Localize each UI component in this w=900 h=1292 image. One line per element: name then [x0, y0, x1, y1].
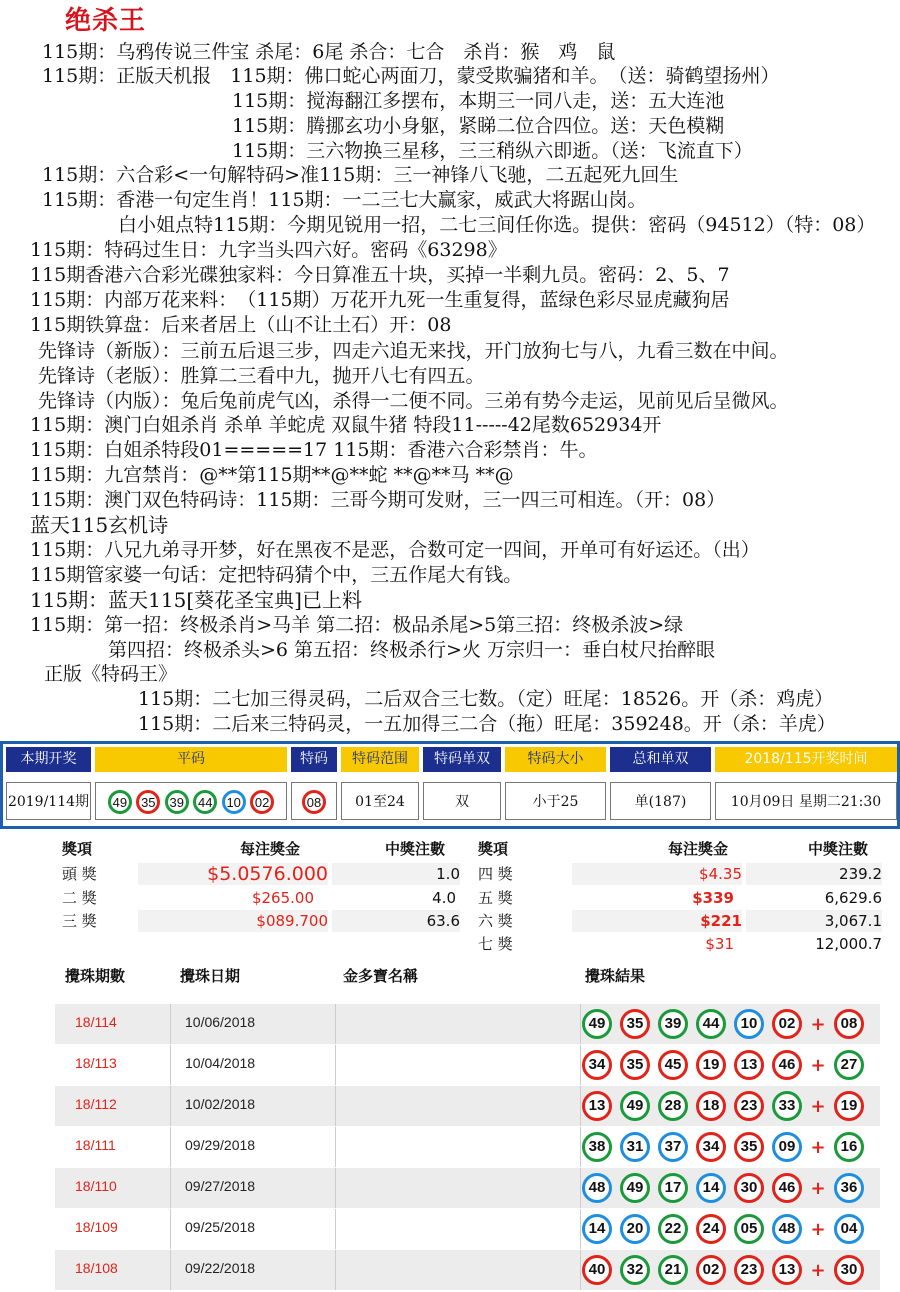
number-ball: 48: [772, 1214, 802, 1244]
prize-col-amount: 每注獎金: [668, 840, 729, 858]
special-ball: 36: [834, 1173, 864, 1203]
history-col-period: 攪珠期數: [65, 967, 126, 985]
prize-col-item: 獎項: [62, 840, 93, 858]
number-ball: 39: [658, 1009, 688, 1039]
text-line: 115期香港六合彩光碟独家料：今日算准五十块，买掉一半剩九员。密码：2、5、7: [30, 264, 730, 286]
text-line: 115期：六合彩<一句解特码>准115期：三一神锋八飞驰，二五起死九回生: [42, 164, 679, 186]
special-range: 01至24: [341, 782, 419, 820]
text-line: 115期：内部万花来料： （115期）万花开九死一生重复得，蓝绿色彩尽显虎藏狗居: [30, 289, 730, 311]
text-line: 115期：香港一句定生肖！115期：一二三七大赢家，威武大将踞山岗。: [42, 189, 647, 211]
special-ball: 27: [834, 1050, 864, 1080]
prize-amount: $4.35: [572, 863, 742, 885]
history-col-name: 金多寶名稱: [343, 967, 419, 985]
number-ball: 28: [658, 1091, 688, 1121]
number-ball: 34: [696, 1132, 726, 1162]
prize-amount: $265.00: [251, 889, 314, 907]
prize-name: 二 獎: [62, 889, 97, 907]
special-ball: 19: [834, 1091, 864, 1121]
special-number: [291, 782, 337, 820]
text-line: 先锋诗（新版）：三前五后退三步，四走六追无来找，开门放狗七与八，九看三数在中间。: [38, 340, 789, 362]
draw-period: 2019/114期: [6, 782, 91, 820]
header-label-special-odd-even: 特码单双: [423, 747, 501, 772]
number-ball: 34: [582, 1050, 612, 1080]
number-ball: 22: [658, 1214, 688, 1244]
prize-amount: $5.0576.000: [138, 863, 328, 885]
table-row: [55, 1209, 880, 1249]
prize-name: 五 獎: [478, 889, 513, 907]
page-title: 绝杀王: [65, 6, 147, 36]
text-line: 115期：二七加三得灵码，二后双合三七数。（定）旺尾：18526。开（杀：鸡虎）: [138, 688, 834, 710]
text-line: 先锋诗（内版）：兔后兔前虎气凶，杀得一二便不同。三弟有势今走运，见前见后呈微风。: [38, 390, 789, 412]
prize-name: 四 獎: [478, 865, 513, 883]
sum-odd-even: 单(187): [610, 782, 711, 820]
special-odd-even: 双: [423, 782, 501, 820]
number-ball: 49: [620, 1173, 650, 1203]
text-line: 115期：第一招：终极杀肖>马羊 第二招：极品杀尾>5第三招：终极杀波>绿: [30, 614, 684, 636]
draw-date: 09/22/2018: [185, 1260, 256, 1276]
text-line: 115期：特码过生日：九字当头四六好。密码《63298》: [30, 239, 507, 261]
draw-date: 10/06/2018: [185, 1014, 256, 1030]
table-row: [55, 1127, 880, 1167]
number-ball: 38: [582, 1132, 612, 1162]
number-ball: 13: [734, 1050, 764, 1080]
number-ball: 49: [582, 1009, 612, 1039]
text-line: 正版《特码王》: [44, 663, 178, 685]
draw-time: 10月09日 星期二21:30: [715, 782, 897, 820]
special-ball: 30: [834, 1255, 864, 1285]
number-ball: 14: [696, 1173, 726, 1203]
prize-count: 1.0: [332, 863, 460, 885]
text-line: 先锋诗（老版）：胜算二三看中九，抛开八七有四五。: [38, 365, 485, 387]
number-ball: 35: [620, 1050, 650, 1080]
number-ball: 14: [582, 1214, 612, 1244]
draw-period: 18/114: [75, 1014, 117, 1030]
text-line: 115期：蓝天115[葵花圣宝典]已上料: [30, 588, 362, 612]
draw-date: 09/29/2018: [185, 1137, 256, 1153]
number-ball: 24: [696, 1214, 726, 1244]
plus-icon: +: [810, 1259, 826, 1281]
text-line: 115期管家婆一句话：定把特码猜个中，三五作尾大有钱。: [30, 564, 523, 586]
number-ball: 45: [658, 1050, 688, 1080]
header-label-draw-time: 2018/115开奖时间: [715, 747, 897, 772]
prize-count: 239.2: [746, 863, 882, 885]
draw-period: 18/108: [75, 1260, 118, 1276]
number-ball: 23: [734, 1255, 764, 1285]
prize-col-count: 中獎注數: [385, 840, 446, 858]
draw-period: 18/112: [75, 1096, 117, 1112]
number-ball: 32: [620, 1255, 650, 1285]
special-ball: 08: [302, 790, 326, 814]
prize-name: 三 獎: [62, 912, 97, 930]
draw-result: [582, 1091, 872, 1121]
draw-result-header: [0, 741, 900, 829]
text-line: 115期：正版天机报 115期：佛口蛇心两面刀，蒙受欺骗猪和羊。 （送：骑鹤望扬州）: [42, 65, 780, 87]
text-line: 白小姐点特115期：今期见锐用一招，二七三间任你选。提供：密码（94512）（特：08）: [118, 214, 876, 236]
prize-amount: $31: [705, 935, 734, 953]
number-ball: 18: [696, 1091, 726, 1121]
number-ball: 35: [620, 1009, 650, 1039]
number-ball: 35: [136, 790, 160, 814]
number-ball: 35: [734, 1132, 764, 1162]
prize-amount: $089.700: [138, 910, 328, 932]
text-line: 第四招：终极杀头>6 第五招：终极杀行>火 万宗归一：垂白杖尺抬醉眼: [108, 639, 716, 661]
prize-count: 12,000.7: [815, 935, 882, 953]
number-ball: 31: [620, 1132, 650, 1162]
number-ball: 37: [658, 1132, 688, 1162]
draw-period: 18/111: [75, 1137, 116, 1153]
number-ball: 49: [620, 1091, 650, 1121]
draw-date: 10/04/2018: [185, 1055, 256, 1071]
number-ball: 46: [772, 1050, 802, 1080]
draw-date: 09/27/2018: [185, 1178, 256, 1194]
text-line: 115期：澳门白姐杀肖 杀单 羊蛇虎 双鼠牛猪 特段11-----42尾数652934开: [30, 414, 662, 436]
prize-count: 63.6: [332, 910, 460, 932]
prize-col-amount: 每注獎金: [240, 840, 301, 858]
table-row: [55, 1045, 880, 1085]
plus-icon: +: [810, 1054, 826, 1076]
draw-date: 09/25/2018: [185, 1219, 256, 1235]
number-ball: 44: [696, 1009, 726, 1039]
history-col-date: 攪珠日期: [180, 967, 241, 985]
draw-result: [582, 1009, 872, 1039]
table-row: [55, 1086, 880, 1126]
text-line: 115期铁算盘：后来者居上（山不让土石）开：08: [30, 314, 452, 336]
text-line: 115期：腾挪玄功小身躯，紧睇二位合四位。送：天色模糊: [232, 115, 725, 137]
draw-date: 10/02/2018: [185, 1096, 256, 1112]
special-ball: 16: [834, 1132, 864, 1162]
number-ball: 23: [734, 1091, 764, 1121]
number-ball: 20: [620, 1214, 650, 1244]
draw-result: [582, 1050, 872, 1080]
number-ball: 46: [772, 1173, 802, 1203]
special-ball: 08: [834, 1009, 864, 1039]
prize-name: 頭 獎: [62, 865, 97, 883]
draw-result: [582, 1214, 872, 1244]
number-ball: 30: [734, 1173, 764, 1203]
text-line: 115期：三六物换三星移，三三稍纵六即逝。（送：飞流直下）: [232, 140, 753, 162]
special-ball: 04: [834, 1214, 864, 1244]
header-label-normal-numbers: 平码: [95, 747, 287, 772]
number-ball: 09: [772, 1132, 802, 1162]
number-ball: 10: [222, 790, 246, 814]
text-line: 115期：白姐杀特段01=====17 115期：香港六合彩禁肖：牛。: [30, 439, 598, 461]
prize-name: 七 獎: [478, 935, 513, 953]
text-line: 115期：二后来三特码灵，一五加得三二合（拖）旺尾：359248。开（杀：羊虎）: [138, 713, 836, 735]
table-row: [55, 1250, 880, 1290]
header-label-special-range: 特码范围: [341, 747, 419, 772]
draw-period: 18/110: [75, 1178, 117, 1194]
draw-result: [582, 1173, 872, 1203]
prize-col-item: 獎項: [478, 840, 509, 858]
header-label-sum-odd-even: 总和单双: [610, 747, 711, 772]
draw-result: [582, 1255, 872, 1285]
plus-icon: +: [810, 1218, 826, 1240]
history-col-result: 攪珠結果: [585, 967, 646, 985]
number-ball: 13: [582, 1091, 612, 1121]
number-ball: 02: [250, 790, 274, 814]
text-line: 115期：乌鸦传说三件宝 杀尾：6尾 杀合：七合 杀肖：猴 鸡 鼠: [42, 41, 616, 63]
header-label-current-draw: 本期开奖: [6, 747, 91, 772]
prize-count: 4.0: [432, 889, 456, 907]
plus-icon: +: [810, 1177, 826, 1199]
text-line: 115期：澳门双色特码诗：115期：三哥今期可发财，三一四三可相连。（开：08）: [30, 489, 726, 511]
number-ball: 44: [193, 790, 217, 814]
number-ball: 02: [772, 1009, 802, 1039]
text-line: 蓝天115玄机诗: [30, 513, 169, 537]
number-ball: 49: [108, 790, 132, 814]
prize-count: 6,629.6: [824, 889, 882, 907]
text-line: 115期：八兄九弟寻开梦，好在黑夜不是恶，合数可定一四间，开单可有好运还。（出）: [30, 539, 760, 561]
draw-result: [582, 1132, 872, 1162]
table-row: [55, 1004, 880, 1044]
prize-amount: $221: [572, 910, 742, 932]
number-ball: 10: [734, 1009, 764, 1039]
plus-icon: +: [810, 1136, 826, 1158]
text-line: 115期：九宫禁肖：@**第115期**@**蛇 **@**马 **@: [30, 464, 514, 486]
number-ball: 40: [582, 1255, 612, 1285]
header-label-special-number: 特码: [291, 747, 337, 772]
number-ball: 21: [658, 1255, 688, 1285]
table-row: [55, 1168, 880, 1208]
text-line: 115期：搅海翻江多摆布，本期三一同八走，送：五大连池: [232, 90, 725, 112]
number-ball: 19: [696, 1050, 726, 1080]
number-ball: 17: [658, 1173, 688, 1203]
number-ball: 05: [734, 1214, 764, 1244]
plus-icon: +: [810, 1013, 826, 1035]
prize-col-count: 中獎注數: [808, 840, 869, 858]
prize-amount: $339: [692, 889, 734, 907]
number-ball: 13: [772, 1255, 802, 1285]
header-label-special-size: 特码大小: [505, 747, 606, 772]
number-ball: 48: [582, 1173, 612, 1203]
draw-period: 18/109: [75, 1219, 118, 1235]
number-ball: 02: [696, 1255, 726, 1285]
number-ball: 39: [165, 790, 189, 814]
normal-numbers: [95, 782, 287, 820]
number-ball: 33: [772, 1091, 802, 1121]
prize-count: 3,067.1: [746, 910, 882, 932]
plus-icon: +: [810, 1095, 826, 1117]
special-size: 小于25: [505, 782, 606, 820]
draw-period: 18/113: [75, 1055, 117, 1071]
prize-name: 六 獎: [478, 912, 513, 930]
